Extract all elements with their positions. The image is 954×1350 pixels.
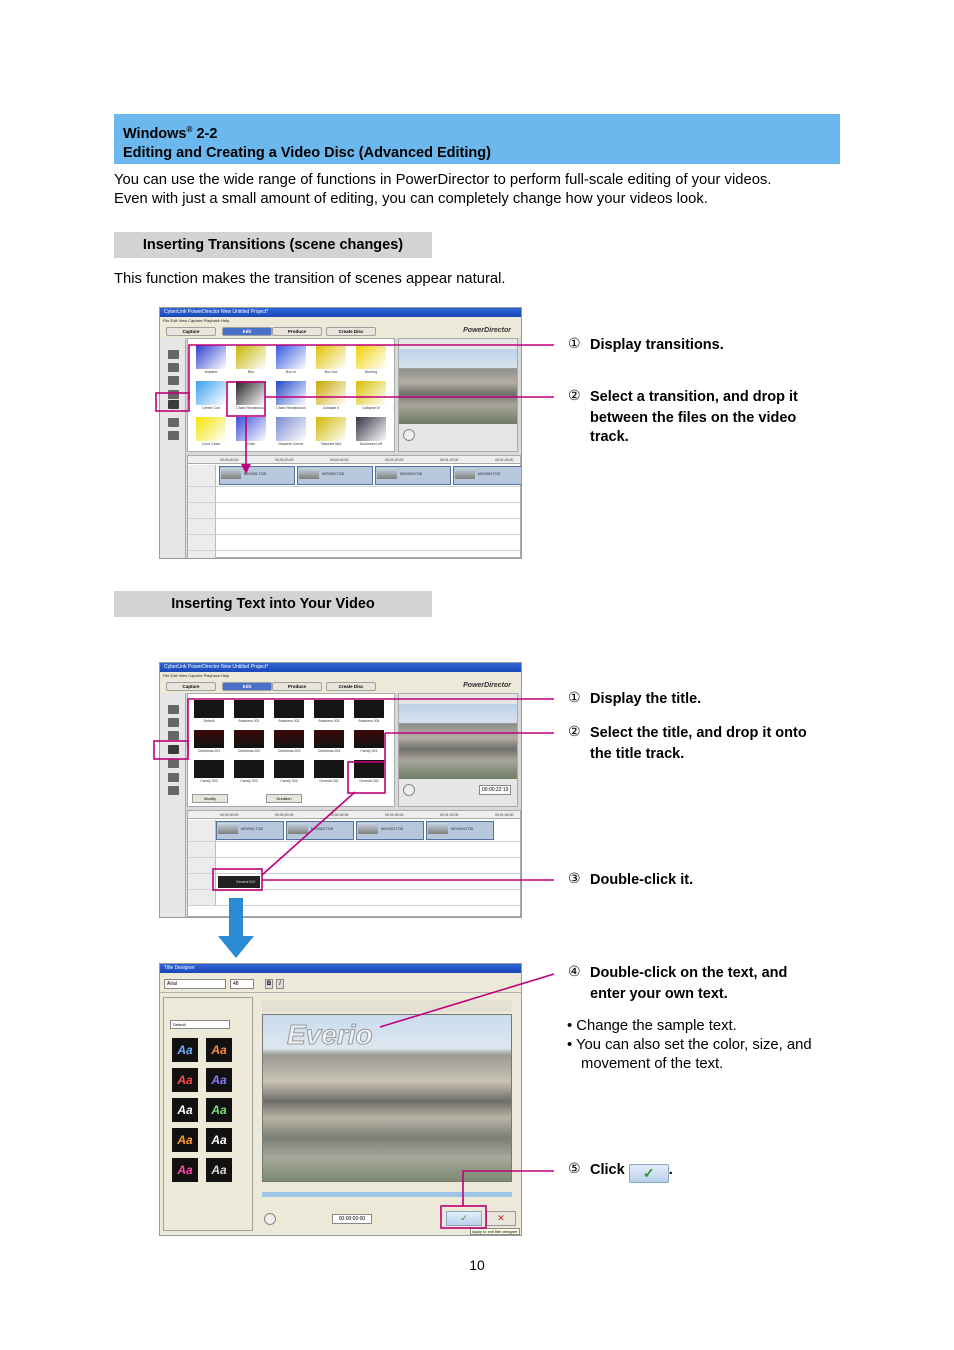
title-label: Family 003 xyxy=(240,779,258,783)
nav-edit[interactable]: Edit xyxy=(222,682,272,691)
callout-line-6 xyxy=(380,974,554,1027)
style-select[interactable]: Default xyxy=(170,1020,230,1029)
transition-label: Center Curl xyxy=(202,406,220,410)
transition-label: Color Circle xyxy=(201,442,221,446)
timecode-display: 00:00:22:19 xyxy=(479,785,511,795)
callout-s2-2: ② Select the title, and drop it onto the title track. xyxy=(568,723,807,762)
page-number: 10 xyxy=(469,1257,485,1273)
transition-label: Chain Rendezvous xyxy=(276,406,306,410)
callout-s2-4: ④ Double-click on the text, and enter your own text. xyxy=(568,963,788,1002)
transition-label: Collapse IV xyxy=(362,406,380,410)
nav-capture[interactable]: Capture xyxy=(166,682,216,691)
section1-title: Inserting Transitions (scene changes) xyxy=(114,232,432,258)
title-label: Family 001 xyxy=(360,749,378,753)
title-label: Default xyxy=(203,719,215,723)
title-style-swatch[interactable]: Aa xyxy=(206,1098,232,1122)
ruler-tick-label: 00;00;00;00 xyxy=(220,813,239,817)
apply-check-icon: ✓ xyxy=(629,1164,669,1183)
apply-tooltip: Apply to exit title designer xyxy=(472,1229,518,1234)
callout-highlight-apply xyxy=(441,1206,486,1228)
bullet-list: • Change the sample text. • You can also set the color, size, and movement of the text. xyxy=(567,1017,847,1074)
clip-label: MOV002.TOD xyxy=(311,827,334,831)
nav-create-disc[interactable]: Create Disc xyxy=(326,327,376,336)
library-button[interactable]: Duration xyxy=(266,794,302,803)
title-clip[interactable]: General 002 xyxy=(218,876,260,888)
callout-highlight-title-tab xyxy=(154,741,188,759)
callout-line-3 xyxy=(188,699,554,748)
title-label: General 001 xyxy=(319,779,339,783)
bullet-2: • You can also set the color, size, and xyxy=(567,1037,812,1053)
callout-highlight-title-clip xyxy=(213,869,262,890)
title-style-swatch[interactable]: Aa xyxy=(172,1128,198,1152)
library-button[interactable]: Modify xyxy=(192,794,228,803)
ruler-tick-label: 00;01;20;00 xyxy=(440,813,459,817)
transition-label: Burning xyxy=(364,370,378,374)
title-style-swatch[interactable]: Aa xyxy=(172,1068,198,1092)
title-label: Business 002 xyxy=(278,719,300,723)
callout-s2-5: ⑤ Click ✓ . xyxy=(568,1160,673,1181)
title-style-swatch[interactable]: Aa xyxy=(206,1158,232,1182)
clip-label: MOV004.TOD xyxy=(451,827,474,831)
callout-highlight-transition-item xyxy=(227,382,265,416)
transition-label: Collapse II xyxy=(322,406,340,410)
font-select[interactable]: Arial xyxy=(164,979,226,989)
nav-produce[interactable]: Produce xyxy=(272,682,322,691)
transition-label: Airplane xyxy=(204,370,218,374)
header-line1: Windows® 2-2 xyxy=(123,125,218,142)
ruler-tick-label: 00;01;00;00 xyxy=(385,813,404,817)
section1-description: This function makes the transition of scenes appear natural. xyxy=(114,271,506,287)
nav-produce[interactable]: Produce xyxy=(272,327,322,336)
section2-title: Inserting Text into Your Video xyxy=(114,591,432,617)
ruler-tick-label: 00;00;40;00 xyxy=(330,458,349,462)
title-label: Christmas 002 xyxy=(237,749,261,753)
title-style-swatch[interactable]: Aa xyxy=(172,1038,198,1062)
ruler-tick-label: 00;00;20;00 xyxy=(275,458,294,462)
title-style-swatch[interactable]: Aa xyxy=(172,1098,198,1122)
bold-button[interactable]: B xyxy=(266,981,272,987)
brand-logo: PowerDirector xyxy=(463,327,511,334)
callout-s2-1: ① Display the title. xyxy=(568,689,702,707)
clip-label: MOV003.TOD xyxy=(400,472,423,476)
menu-bar: File Edit View Capture Playback Help xyxy=(160,672,521,679)
ruler-tick-label: 00;01;00;00 xyxy=(385,458,404,462)
transition-label: Blur xyxy=(247,370,255,374)
transition-label: Cube xyxy=(246,442,256,446)
cancel-button[interactable]: ✕ xyxy=(486,1211,516,1226)
title-style-swatch[interactable]: Aa xyxy=(206,1128,232,1152)
ruler-tick-label: 00;01;40;00 xyxy=(495,458,514,462)
title-style-swatch[interactable]: Aa xyxy=(206,1038,232,1062)
transition-label: Box In xyxy=(286,370,296,374)
clip-label: MOV001.TOD xyxy=(244,472,267,476)
callout-line-7 xyxy=(463,1171,554,1206)
callout-s1-2: ② Select a transition, and drop it between the files on the video track. xyxy=(568,387,798,445)
nav-capture[interactable]: Capture xyxy=(166,327,216,336)
clip-label: MOV001.TOD xyxy=(241,827,264,831)
title-style-swatch[interactable]: Aa xyxy=(172,1158,198,1182)
transition-label: Box Out xyxy=(324,370,338,374)
header-line2: Editing and Creating a Video Disc (Advanced Editing) xyxy=(123,145,491,161)
ruler-tick-label: 00;01;40;00 xyxy=(495,813,514,817)
title-label: Christmas 001 xyxy=(197,749,221,753)
title-label: Business 004 xyxy=(358,719,380,723)
apply-button[interactable]: ✓ xyxy=(446,1211,482,1226)
window-titlebar: Title Designer xyxy=(160,964,521,973)
title-label: Business 001 xyxy=(238,719,260,723)
title-label: Christmas 004 xyxy=(317,749,341,753)
transition-label: Dissolve Mid xyxy=(321,442,341,446)
title-style-swatch[interactable]: Aa xyxy=(206,1068,232,1092)
ruler-tick-label: 00;00;40;00 xyxy=(330,813,349,817)
transition-label: Dominoes Left xyxy=(359,442,383,446)
clip-label: MOV003.TOD xyxy=(381,827,404,831)
nav-edit[interactable]: Edit xyxy=(222,327,272,336)
size-select[interactable]: 48 xyxy=(230,979,254,989)
ruler-tick-label: 00;00;20;00 xyxy=(275,813,294,817)
menu-bar: File Edit View Capture Playback Help xyxy=(160,317,521,324)
td-timecode: 00:00:00:00 xyxy=(332,1214,372,1224)
drag-arrowhead-icon xyxy=(241,464,251,474)
title-label: Business 003 xyxy=(318,719,340,723)
clip-label: MOV004.TOD xyxy=(478,472,501,476)
title-label: Christmas 003 xyxy=(277,749,301,753)
italic-button[interactable]: I xyxy=(276,979,284,989)
callout-line-1 xyxy=(189,345,554,400)
nav-create-disc[interactable]: Create Disc xyxy=(326,682,376,691)
title-label: Family 002 xyxy=(200,779,218,783)
transition-label: Chain Rendezvous xyxy=(236,406,266,410)
drag-line-2 xyxy=(262,792,355,875)
intro-paragraph: You can use the wide range of functions in PowerDirector to perform full-scale editing of your videos. Even with just a small amount of editing, you can completely change how your videos look. xyxy=(114,172,772,207)
callout-s1-1: ① Display transitions. xyxy=(568,335,724,353)
title-label: General 002 xyxy=(359,779,379,783)
ruler-tick-label: 00;01;20;00 xyxy=(440,458,459,462)
callout-highlight-title-item xyxy=(348,762,385,793)
clip-label: MOV002.TOD xyxy=(322,472,345,476)
callout-s2-3: ③ Double-click it. xyxy=(568,870,694,888)
transition-label: Dissolve Corner xyxy=(278,442,304,446)
ruler-tick-label: 00;00;00;00 xyxy=(220,458,239,462)
window-titlebar: CyberLink PowerDirector New Untitled Project* xyxy=(160,308,521,317)
bullet-1: • Change the sample text. xyxy=(567,1018,737,1034)
window-titlebar: CyberLink PowerDirector New Untitled Project* xyxy=(160,663,521,672)
callout-highlight-transition-tab xyxy=(156,393,189,411)
sample-title-text[interactable]: Everio xyxy=(287,1019,373,1050)
brand-logo: PowerDirector xyxy=(463,682,511,689)
title-label: Family 004 xyxy=(280,779,298,783)
